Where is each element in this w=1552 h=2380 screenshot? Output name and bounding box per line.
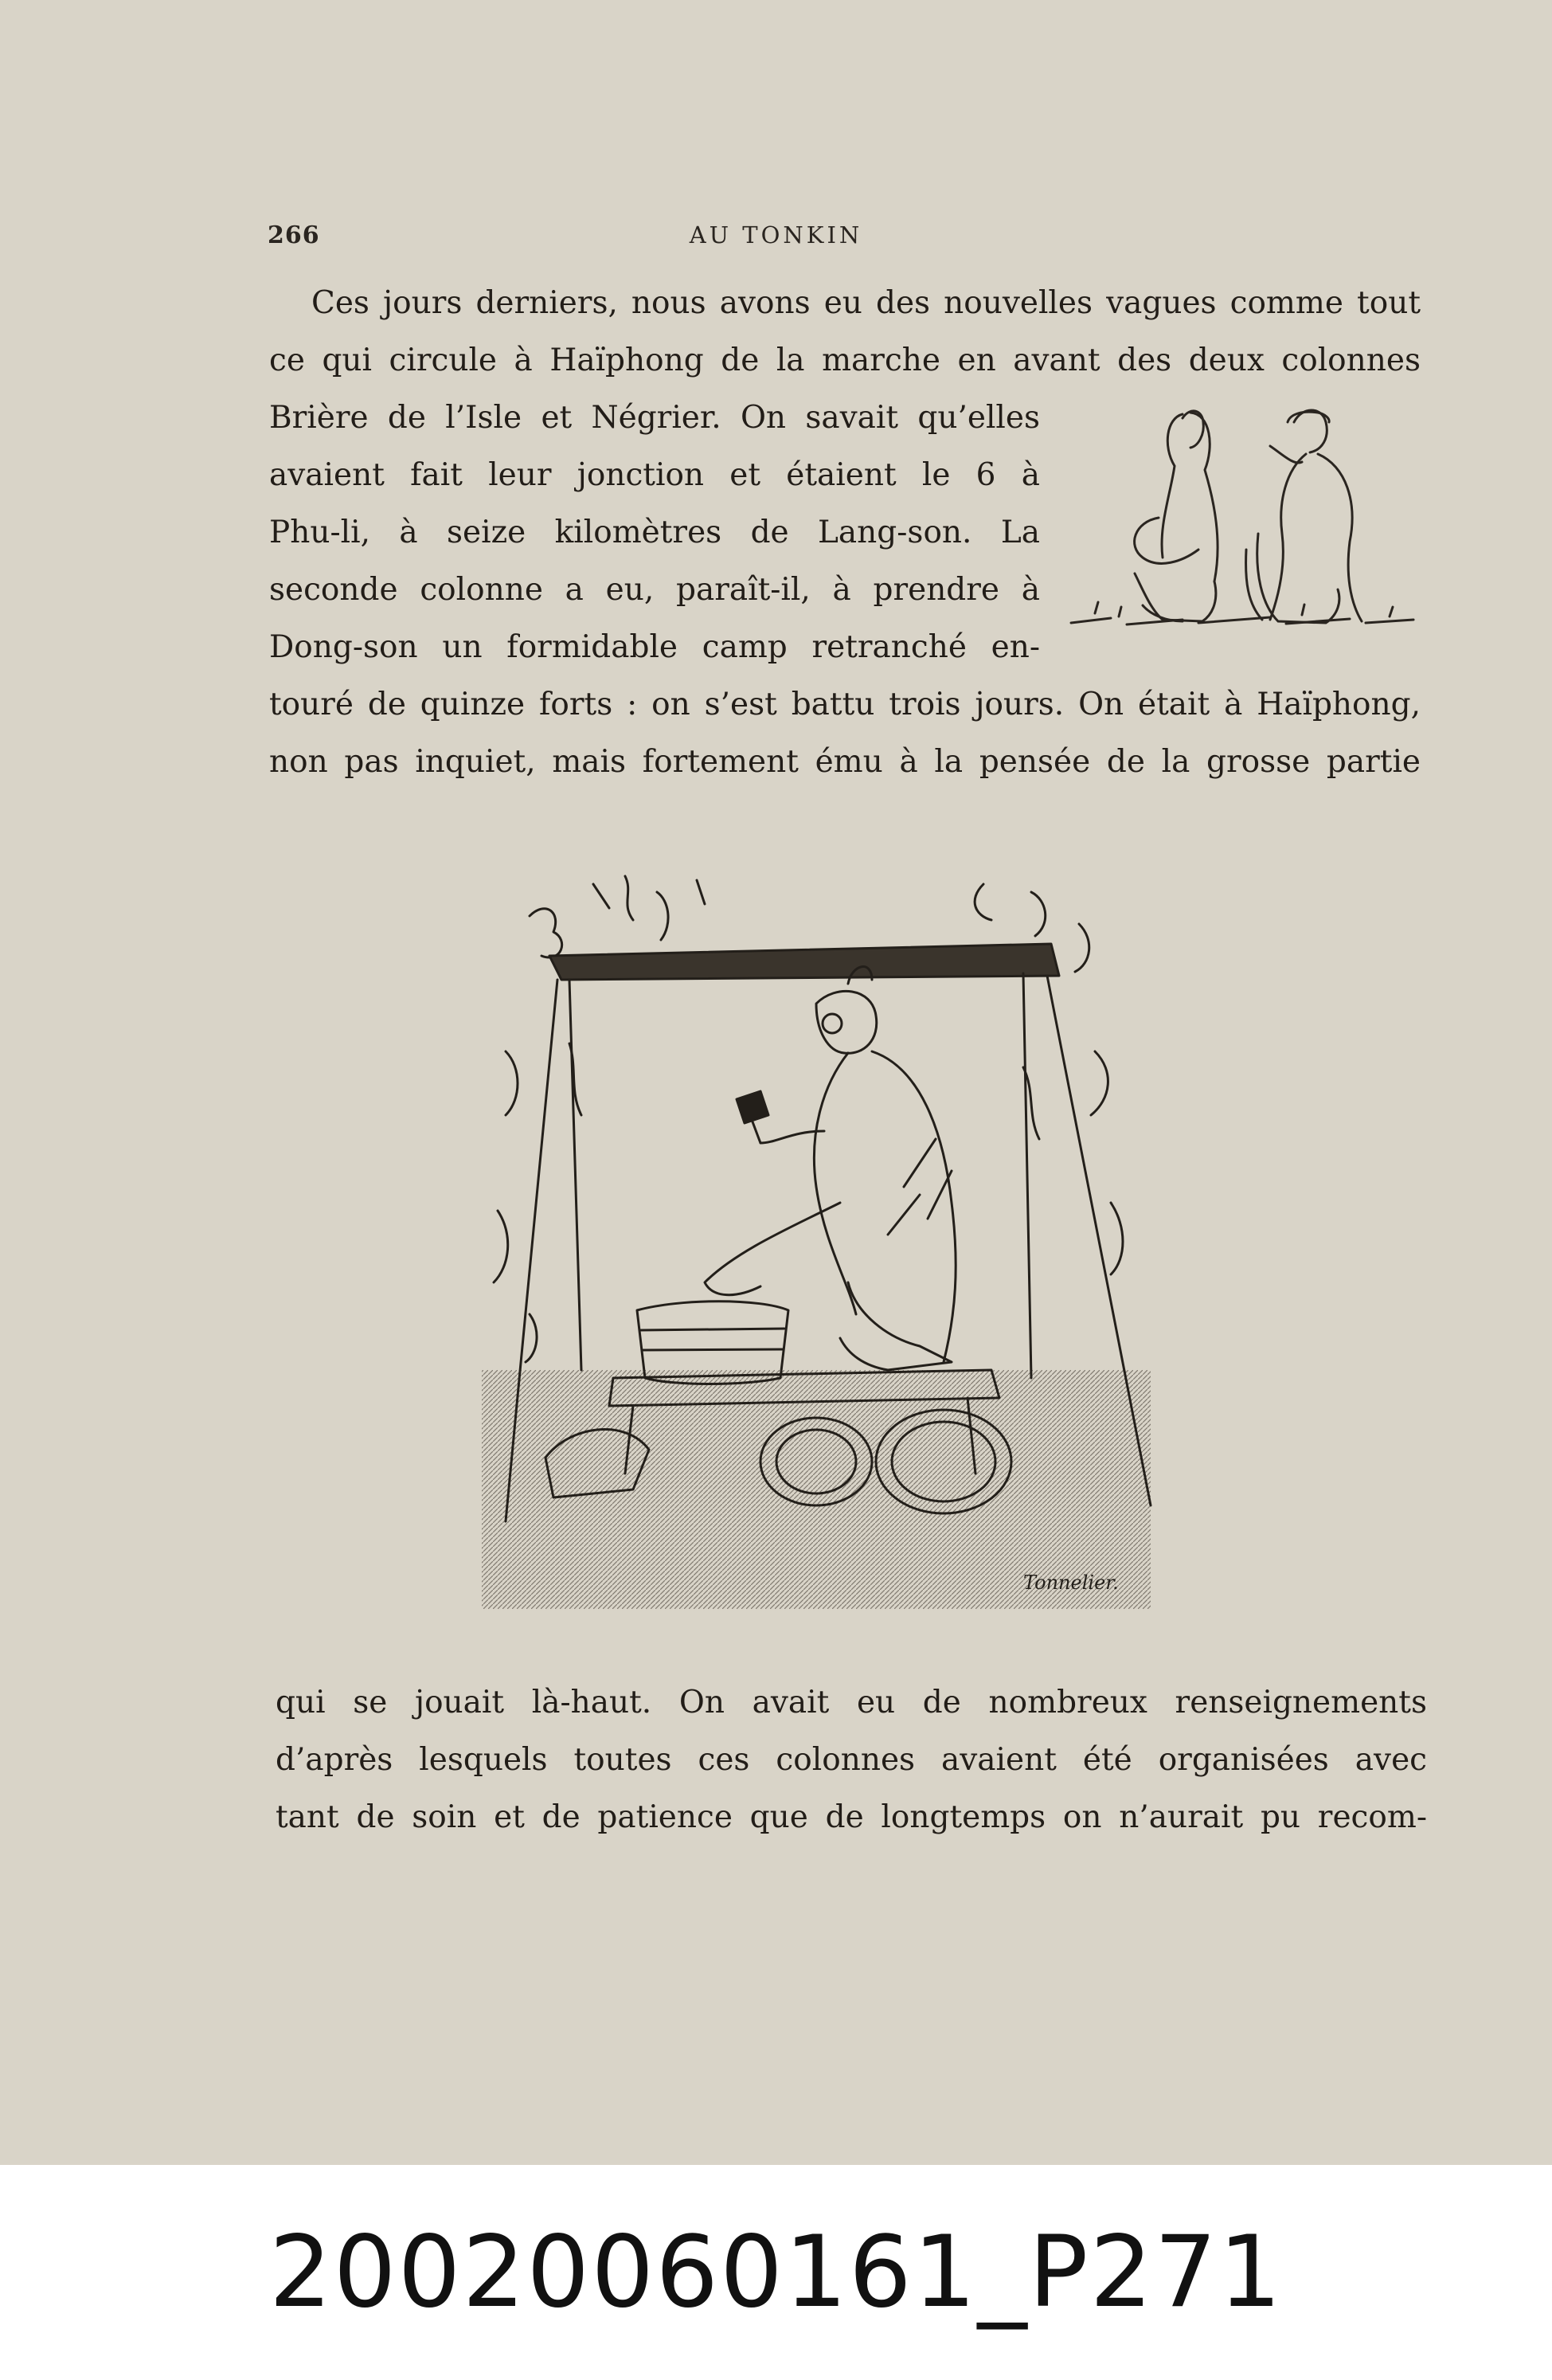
page-header bbox=[0, 221, 1552, 253]
text-line: qui se jouait là-haut. On avait eu de nombreux renseignements bbox=[276, 1685, 1427, 1720]
text-line: Phu-li, à seize kilomètres de Lang-son. La bbox=[269, 515, 1040, 550]
cooper-illustration bbox=[474, 868, 1159, 1621]
running-title: AU TONKIN bbox=[689, 221, 863, 249]
artist-signature: Tonnelier. bbox=[1023, 1572, 1119, 1594]
archive-identifier: 20020060161_P271 bbox=[268, 2215, 1284, 2330]
text-line: Ces jours derniers, nous avons eu des nouvelles vagues comme tout bbox=[311, 285, 1421, 321]
paragraph-1-bottom bbox=[269, 676, 1421, 791]
text-line: d’après lesquels toutes ces colonnes avaient été organisées avec bbox=[276, 1742, 1427, 1778]
text-line: Brière de l’Isle et Négrier. On savait qu’elles bbox=[269, 400, 1040, 436]
text-line: touré de quinze forts : on s’est battu trois jours. On était à Haïphong, bbox=[269, 687, 1421, 722]
text-line: ce qui circule à Haïphong de la marche en avant des deux colonnes bbox=[269, 343, 1421, 378]
text-line: seconde colonne a eu, paraît-il, à prendre à bbox=[269, 572, 1040, 608]
page-number: 266 bbox=[268, 221, 320, 249]
paragraph-1-top bbox=[269, 275, 1421, 389]
text-line: avaient fait leur jonction et étaient le 6 à bbox=[269, 457, 1040, 493]
text-line: Dong-son un formidable camp retranché en- bbox=[269, 629, 1040, 665]
text-line: tant de soin et de patience que de longtemps on n’aurait pu recom- bbox=[276, 1799, 1427, 1835]
paragraph-2 bbox=[276, 1674, 1427, 1846]
vignette-two-figures bbox=[1063, 390, 1421, 645]
text-line: non pas inquiet, mais fortement ému à la pensée de la grosse partie bbox=[269, 744, 1421, 780]
paragraph-1-narrow bbox=[269, 389, 1040, 676]
archive-footer bbox=[0, 2165, 1552, 2380]
